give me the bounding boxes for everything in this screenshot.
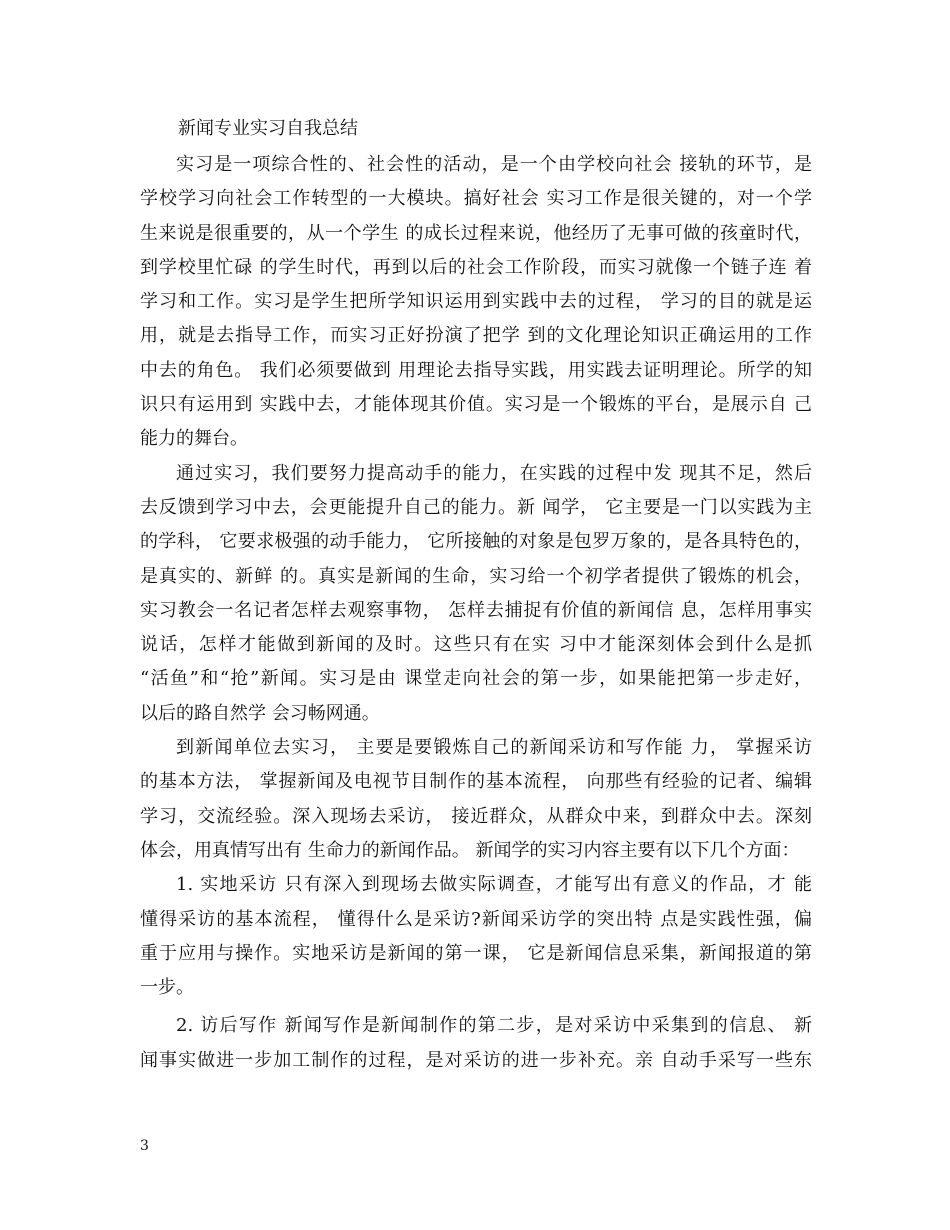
text-line: 学习和工作。实习是学生把所学知识运用到实践中去的过程， 学习的目的就是运 — [140, 291, 812, 313]
text-line: 懂得采访的基本流程， 懂得什么是采访?新闻采访学的突出特 点是实践性强，偏 — [140, 908, 812, 930]
text-line: 的学科， 它要求极强的动手能力， 它所接触的对象是包罗万象的，是各具特色的， — [140, 531, 812, 553]
text-line: 到学校里忙碌 的学生时代，再到以后的社会工作阶段，而实习就像一个链子连 着 — [140, 256, 812, 278]
text-line: 生来说是很重要的，从一个学生 的成长过程来说，他经历了无事可做的孩童时代， — [140, 222, 812, 244]
text-line: 是真实的、新鲜 的。真实是新闻的生命，实习给一个初学者提供了锻炼的机会， — [140, 565, 812, 587]
text-line: 1. 实地采访 只有深入到现场去做实际调查，才能写出有意义的作品，才 能 — [176, 874, 812, 896]
text-line: 到新闻单位去实习， 主要是要锻炼自己的新闻采访和写作能 力， 掌握采访 — [176, 737, 812, 759]
document-body — [140, 148, 812, 1078]
text-line: 重于应用与操作。实地采访是新闻的第一课， 它是新闻信息采集，新闻报道的第 — [140, 942, 812, 964]
text-line: 体会，用真情写出有 生命力的新闻作品。 新闻学的实习内容主要有以下几个方面： — [140, 839, 800, 861]
text-line: 实习是一项综合性的、社会性的活动，是一个由学校向社会 接轨的环节，是 — [176, 154, 812, 175]
text-line: 识只有运用到 实践中去，才能体现其价值。实习是一个锻炼的平台，是展示自 己 — [140, 394, 812, 416]
text-line: 以后的路自然学 会习畅网通。 — [140, 702, 380, 724]
text-line: 2. 访后写作 新闻写作是新闻制作的第二步，是对采访中采集到的信息、 新 — [176, 1015, 812, 1037]
text-line: 闻事实做进一步加工制作的过程，是对采访的进一步补充。亲 自动手采写一些东 — [140, 1049, 812, 1071]
text-line: 学校学习向社会工作转型的一大模块。搞好社会 实习工作是很关键的，对一个学 — [140, 188, 812, 210]
page-number: 3 — [140, 1138, 149, 1154]
document-title: 新闻专业实习自我总结 — [178, 118, 358, 139]
text-line: 一步。 — [140, 977, 194, 999]
paragraph-5-post-interview-writing — [140, 1009, 812, 1078]
text-line: 中去的角色。 我们必须要做到 用理论去指导实践，用实践去证明理论。所学的知 — [140, 359, 812, 381]
paragraph-3 — [140, 731, 812, 868]
text-line: 能力的舞台。 — [140, 428, 248, 450]
text-line: 说话，怎样才能做到新闻的及时。这些只有在实 习中才能深刻体会到什么是抓 — [140, 634, 812, 656]
paragraph-1 — [140, 148, 812, 457]
paragraph-4-field-interview — [140, 868, 812, 1005]
text-line: 的基本方法， 掌握新闻及电视节目制作的基本流程， 向那些有经验的记者、编辑 — [140, 771, 812, 793]
text-line: 学习，交流经验。深入现场去采访， 接近群众，从群众中来，到群众中去。深刻 — [140, 805, 812, 827]
text-line: 用，就是去指导工作，而实习正好扮演了把学 到的文化理论知识正确运用的工作 — [140, 325, 812, 347]
text-line: 实习教会一名记者怎样去观察事物， 怎样去捕捉有价值的新闻信 息，怎样用事实 — [140, 599, 812, 621]
text-line: 去反馈到学习中去，会更能提升自己的能力。新 闻学， 它主要是一门以实践为主 — [140, 496, 812, 518]
text-line: 通过实习，我们要努力提高动手的能力，在实践的过程中发 现其不足，然后 — [176, 462, 812, 484]
text-line: “活鱼”和“抢”新闻。实习是由 课堂走向社会的第一步，如果能把第一步走好， — [140, 668, 812, 690]
paragraph-2 — [140, 457, 812, 731]
